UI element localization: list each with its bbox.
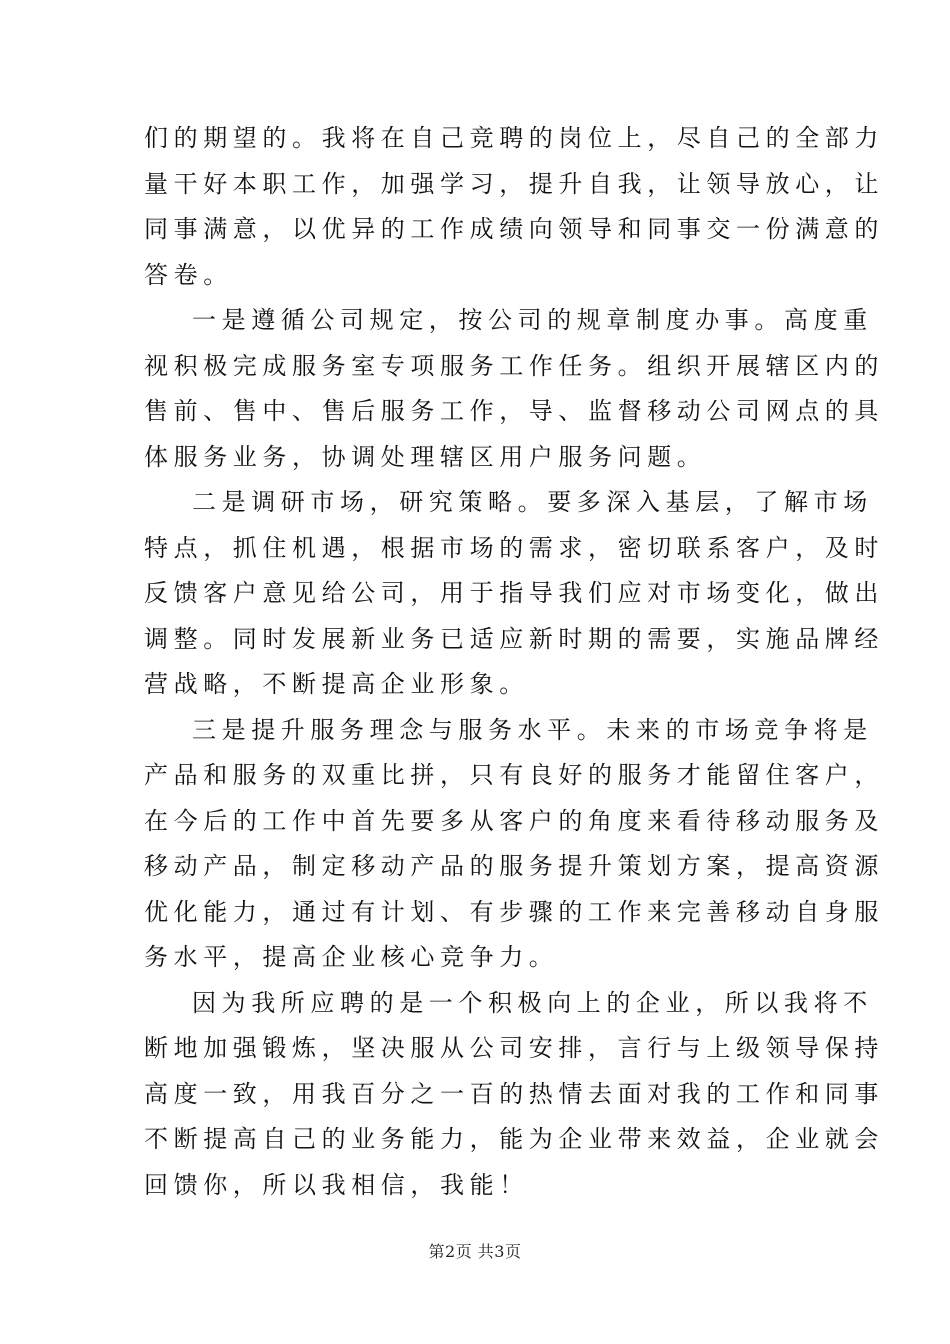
text-line: 在今后的工作中首先要多从客户的角度来看待移动服务及 <box>144 806 884 835</box>
text-line: 体服务业务，协调处理辖区用户服务问题。 <box>144 442 707 471</box>
paragraph-first-line: 因为我所应聘的是一个积极向上的企业，所以我将不 <box>192 988 873 1017</box>
text-line: 视积极完成服务室专项服务工作任务。组织开展辖区内的 <box>144 351 884 380</box>
text-line: 特点，抓住机遇，根据市场的需求，密切联系客户，及时 <box>144 533 884 562</box>
text-line: 断地加强锻炼，坚决服从公司安排，言行与上级领导保持 <box>144 1034 884 1062</box>
paragraph-first-line: 二是调研市场，研究策略。要多深入基层，了解市场 <box>192 488 873 516</box>
text-line: 优化能力，通过有计划、有步骤的工作来完善移动自身服 <box>144 897 884 926</box>
text-line: 调整。同时发展新业务已适应新时期的需要，实施品牌经 <box>144 624 884 653</box>
text-line: 产品和服务的双重比拼，只有良好的服务才能留住客户， <box>144 761 884 789</box>
text-line: 售前、售中、售后服务工作，导、监督移动公司网点的具 <box>144 397 884 425</box>
text-line: 移动产品，制定移动产品的服务提升策划方案，提高资源 <box>144 852 884 880</box>
text-line: 务水平，提高企业核心竞争力。 <box>144 943 559 971</box>
document-body <box>144 116 884 1208</box>
text-line: 回馈你，所以我相信，我能！ <box>144 1170 529 1199</box>
text-line: 不断提高自己的业务能力，能为企业带来效益，企业就会 <box>144 1125 884 1153</box>
text-line: 高度一致，用我百分之一百的热情去面对我的工作和同事 <box>144 1079 884 1108</box>
text-line: 答卷。 <box>144 260 233 289</box>
text-line: 量干好本职工作，加强学习，提升自我，让领导放心，让 <box>144 169 884 198</box>
text-line: 营战略，不断提高企业形象。 <box>144 670 529 698</box>
text-line: 反馈客户意见给公司，用于指导我们应对市场变化，做出 <box>144 579 884 607</box>
paragraph-first-line: 一是遵循公司规定，按公司的规章制度办事。高度重 <box>192 306 873 334</box>
paragraph-first-line: 三是提升服务理念与服务水平。未来的市场竞争将是 <box>192 715 873 744</box>
text-line: 同事满意，以优异的工作成绩向领导和同事交一份满意的 <box>144 215 884 243</box>
text-line: 们的期望的。我将在自己竞聘的岗位上，尽自己的全部力 <box>144 124 884 152</box>
page-number-footer: 第2页 共3页 <box>428 1242 522 1261</box>
